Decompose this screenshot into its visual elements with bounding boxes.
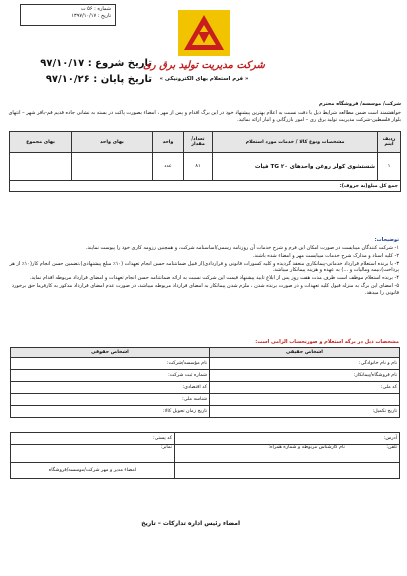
doc-date: تاریخ : ۱۳۹۷/۱۰/۱۷ xyxy=(71,12,111,19)
bidder-table xyxy=(10,347,400,418)
row-unit-price[interactable] xyxy=(72,153,153,181)
shop-name-field[interactable]: نام فروشگاه/پیمانکار: xyxy=(210,370,400,382)
logo-icon xyxy=(178,10,230,56)
completion-date-field[interactable]: تاریخ تکمیل: xyxy=(210,406,400,418)
national-id-field[interactable]: شناسه ملی: xyxy=(11,394,210,406)
bidder-title: مشخصات ذیل در برگه استعلام و صورتحساب الزامی است: xyxy=(255,339,399,345)
person-label: نام کارشناس مربوطه و شماره همراه: xyxy=(268,445,345,450)
note-item: ۱- شرکت کنندگان میبایست در صورت امکان این فرم و شرح خدمات آن روزنامه رسمی/اساسنامه شرکت، و همچنین رزومه کاری خود را پیوست نمایند. xyxy=(85,245,399,251)
note-item: ۵- امضای این برگ به منزله قبول کلیه تعهدات و در صورت برنده شدن ، ملزم شدن پیمانکار به امضای قرارداد مربوطه میباشد، در صورت عدم امضای قرارداد مذکور به کارفرما حق برخورد قانونی را میدهد. xyxy=(11,282,399,296)
address-field[interactable]: آدرس: xyxy=(175,433,400,445)
row-number: ۱ xyxy=(378,153,401,181)
sum-label: جمع کل مبلغ(به حروف): xyxy=(10,181,401,192)
col-desc: مشخصات ونوع کالا / خدمات مورد استعلام xyxy=(213,132,378,153)
col-qty: تعداد/ مقدار xyxy=(184,132,213,153)
intro-text: خواهشمند است ضمن مطالعه شرایط ذیل با دقت نسبت به اعلام بهترین پیشنهاد خود در این برگ اقدام و پس از مهر ، امضاء بصورت پاکت در بسته به نشانی جاده قدیم قم-باقر شهر – انتهای بلوار فلسطین-شرکت مدیریت تولید برق ری – امور بازرگانی و انبار ارائه نمائید. xyxy=(8,110,401,123)
empty-field xyxy=(210,394,400,406)
blank-cell xyxy=(175,463,400,479)
company-name: شرکت مدیریت تولید برق ری xyxy=(143,60,265,71)
note-item: ۴- برنده استعلام موظف است ظرف مدت هفت روز پس از ابلاغ تایید پیشنهاد قیمت این شرکت نسبت به ارائه ضمانتنامه حسن انجام تعهدات و امضای قرارداد مربوطه اقدام نماید. xyxy=(29,275,399,281)
items-table xyxy=(9,131,401,192)
contact-table xyxy=(10,432,400,479)
notes-title: توضیحات: xyxy=(374,237,399,243)
delivery-date-field[interactable]: تاریخ زمان تحویل کالا: xyxy=(11,406,210,418)
note-item: ۳- با برنده استعلام قرارداد خدماتی-پیمانکاری منعقد گردیده و کلیه کسورات قانونی و قراردادی(از قبیل ضمانتنامه حسن انجام تعهدات (۱۰٪ مبلغ پیشنهادی)،تضمین حسن انجام کار(۱۰٪ از هر پرداخت)،بیمه ومالیات و ...) به عهده و هزینه پیمانکار میباشد. xyxy=(9,260,399,274)
postal-code-field[interactable]: کد پستی: xyxy=(11,433,175,445)
col-unit: واحد xyxy=(153,132,184,153)
company-logo xyxy=(178,10,230,56)
approval-signature: امضاء رئیس اداره تدارکات – تاریخ xyxy=(141,520,240,527)
doc-number: شماره : ۵۶ ت xyxy=(80,6,111,12)
salutation: شرکت/ موسسه/ فروشگاه محترم xyxy=(318,101,401,107)
row-desc: شستشوی کولر روغن واحدهای ۲۰ TG فیات xyxy=(213,153,378,181)
row-total[interactable] xyxy=(10,153,72,181)
col-total: بهای مجموع xyxy=(10,132,72,153)
row-qty: ۸۱ xyxy=(184,153,213,181)
registration-number-field[interactable]: شماره ثبت شرکت: xyxy=(11,370,210,382)
table-row xyxy=(10,153,401,181)
phone-label: تلفن: xyxy=(386,445,397,450)
col-unit-price: بهای واحد xyxy=(72,132,153,153)
legal-persons-header: اشخاص حقوقی xyxy=(11,348,210,358)
phone-field[interactable] xyxy=(175,445,400,463)
fax-field[interactable]: نمابر: xyxy=(11,445,175,463)
notes-list xyxy=(7,245,399,296)
national-code-field[interactable]: کد ملی: xyxy=(210,382,400,394)
doc-number-box xyxy=(20,4,116,26)
signature-field[interactable]: امضاء مدیر و مهر شرکت/موسسه/فروشگاه xyxy=(11,463,175,479)
note-item: ۲- کلیه اسناد و مدارک شرح خدمات میبایست مهر و امضاء شده باشند. xyxy=(252,252,399,259)
row-unit: عدد xyxy=(153,153,184,181)
end-date: تاریخ پایان : ۹۷/۱۰/۲۶ xyxy=(45,74,152,85)
col-row: ردیف آیتم xyxy=(378,132,401,153)
start-date: تاریخ شروع : ۹۷/۱۰/۱۷ xyxy=(40,58,152,69)
company-name-field[interactable]: نام مؤسسه/شرکت: xyxy=(11,358,210,370)
form-title: « فرم استعلام بهای الکترونیکی » xyxy=(159,76,249,82)
full-name-field[interactable]: نام و نام خانوادگی: xyxy=(210,358,400,370)
economic-code-field[interactable]: کد اقتصادی: xyxy=(11,382,210,394)
real-persons-header: اشخاص حقیقی xyxy=(210,348,400,358)
